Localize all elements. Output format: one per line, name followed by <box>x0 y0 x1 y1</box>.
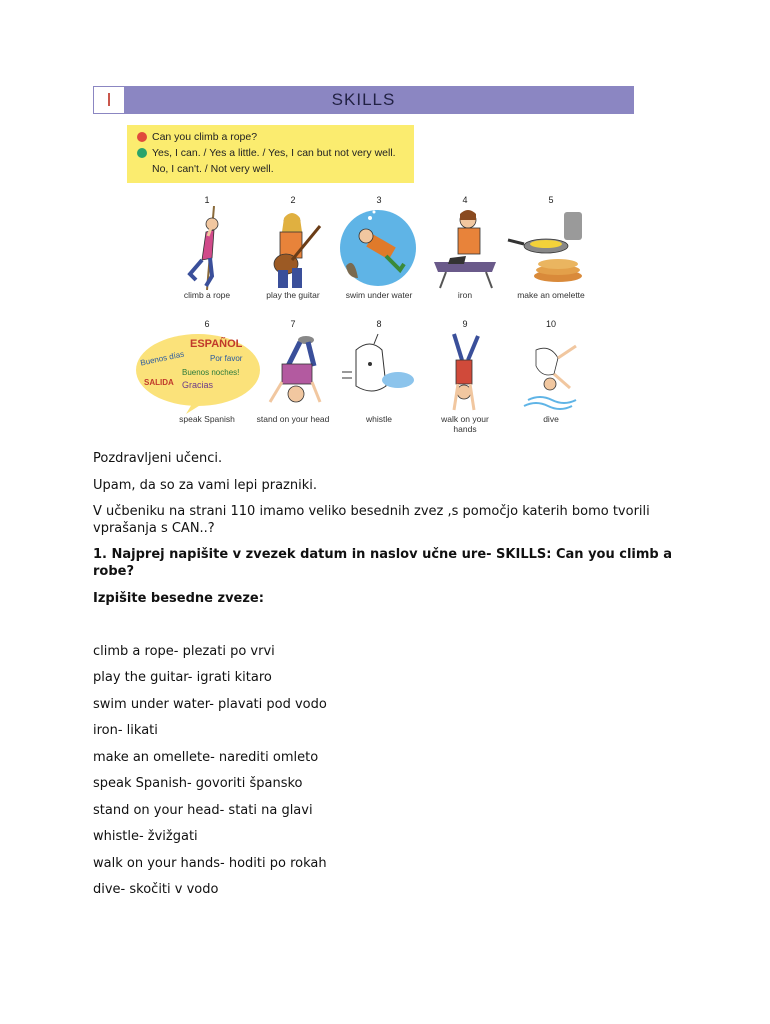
skill-number: 6 <box>204 319 210 329</box>
phrase-item: dive- skočiti v vodo <box>93 882 219 897</box>
banner-title: SKILLS <box>331 90 396 109</box>
dialog-question-line <box>137 129 404 145</box>
skill-number: 1 <box>204 195 210 205</box>
skill-number: 5 <box>548 195 554 205</box>
answer-face-icon <box>137 148 147 158</box>
phrase-item: iron- likati <box>93 723 158 738</box>
stand-on-head-illustration <box>248 330 338 414</box>
skill-caption: dive <box>543 414 559 424</box>
whistle-illustration <box>334 330 424 414</box>
skill-number: 7 <box>290 319 296 329</box>
skill-caption: speak Spanish <box>179 414 235 424</box>
skill-card-1 <box>162 194 252 300</box>
phrase-item: whistle- žvižgati <box>93 829 198 844</box>
climb-rope-illustration <box>162 206 252 290</box>
skill-caption: walk on your hands <box>441 414 489 434</box>
greeting: Pozdravljeni učenci. <box>93 451 223 466</box>
skill-number: 9 <box>462 319 468 329</box>
phrase-item: walk on your hands- hoditi po rokah <box>93 856 327 871</box>
task-1-instruction: 1. Najprej napišite v zvezek datum in naslov učne ure- SKILLS: Can you climb a robe? <box>93 547 673 579</box>
phrase-item: climb a rope- plezati po vrvi <box>93 644 275 659</box>
spanish-word-espanol: ESPAÑOL <box>190 338 243 350</box>
walk-on-hands-illustration <box>420 330 510 414</box>
skill-number: 8 <box>376 319 382 329</box>
dialog-no-line <box>137 161 404 177</box>
dialog-answer-yes: Yes, I can. / Yes a little. / Yes, I can but not very well. <box>152 147 396 159</box>
dialog-yes-line <box>137 145 404 161</box>
skill-caption: swim under water <box>345 290 413 300</box>
phrase-item: speak Spanish- govoriti špansko <box>93 776 303 791</box>
skill-number: 3 <box>376 195 382 205</box>
dive-illustration <box>506 330 596 414</box>
skill-card-4 <box>420 194 510 300</box>
holiday-wish: Upam, da so za vami lepi prazniki. <box>93 478 317 493</box>
skill-number: 4 <box>462 195 468 205</box>
phrase-item: make an omellete- narediti omleto <box>93 750 319 765</box>
dialog-answer-no: No, I can't. / Not very well. <box>152 163 274 175</box>
skill-card-6 <box>139 318 252 424</box>
spanish-word-salida: SALIDA <box>144 378 174 387</box>
skills-banner <box>93 86 634 114</box>
phrase-item: stand on your head- stati na glavi <box>93 803 313 818</box>
can-you-dialog <box>127 125 414 183</box>
skills-illustration-grid <box>132 190 612 434</box>
question-face-icon <box>137 132 147 142</box>
skill-caption: make an omelette <box>517 290 585 300</box>
spanish-word-gracias: Gracias <box>182 380 214 390</box>
swim-under-water-illustration <box>334 206 424 290</box>
skill-caption: iron <box>457 290 473 300</box>
intro-paragraph: V učbeniku na strani 110 imamo veliko besednih zvez ,s pomočjo katerih bomo tvorili vprašanja s CAN..? <box>93 504 650 536</box>
skill-card-5 <box>506 194 596 300</box>
speak-spanish-illustration <box>132 330 262 414</box>
skill-card-9 <box>420 318 510 434</box>
skill-card-8 <box>334 318 424 424</box>
spanish-word-buenos-noches: Buenos noches! <box>182 368 240 377</box>
skill-caption: climb a rope <box>183 290 231 300</box>
skill-caption: stand on your head <box>256 414 330 424</box>
dialog-question: Can you climb a rope? <box>152 131 258 143</box>
omelette-illustration <box>506 206 596 290</box>
skill-caption: play the guitar <box>266 290 320 300</box>
phrase-item: play the guitar- igrati kitaro <box>93 670 272 685</box>
skill-number: 2 <box>290 195 296 205</box>
skill-caption: whistle <box>366 414 392 424</box>
phrase-item: swim under water- plavati pod vodo <box>93 697 327 712</box>
spanish-word-buenos-dias: Buenos días <box>139 349 185 368</box>
skill-card-2 <box>248 194 338 300</box>
skill-card-3 <box>334 194 424 300</box>
iron-illustration <box>420 206 510 290</box>
spanish-word-por-favor: Por favor <box>210 354 243 363</box>
task-2-instruction: Izpišite besedne zveze: <box>93 591 264 606</box>
skill-number: 10 <box>545 319 556 329</box>
play-guitar-illustration <box>248 206 338 290</box>
skill-card-7 <box>248 318 338 424</box>
unit-badge: I <box>93 86 125 114</box>
skill-card-10 <box>506 318 596 424</box>
